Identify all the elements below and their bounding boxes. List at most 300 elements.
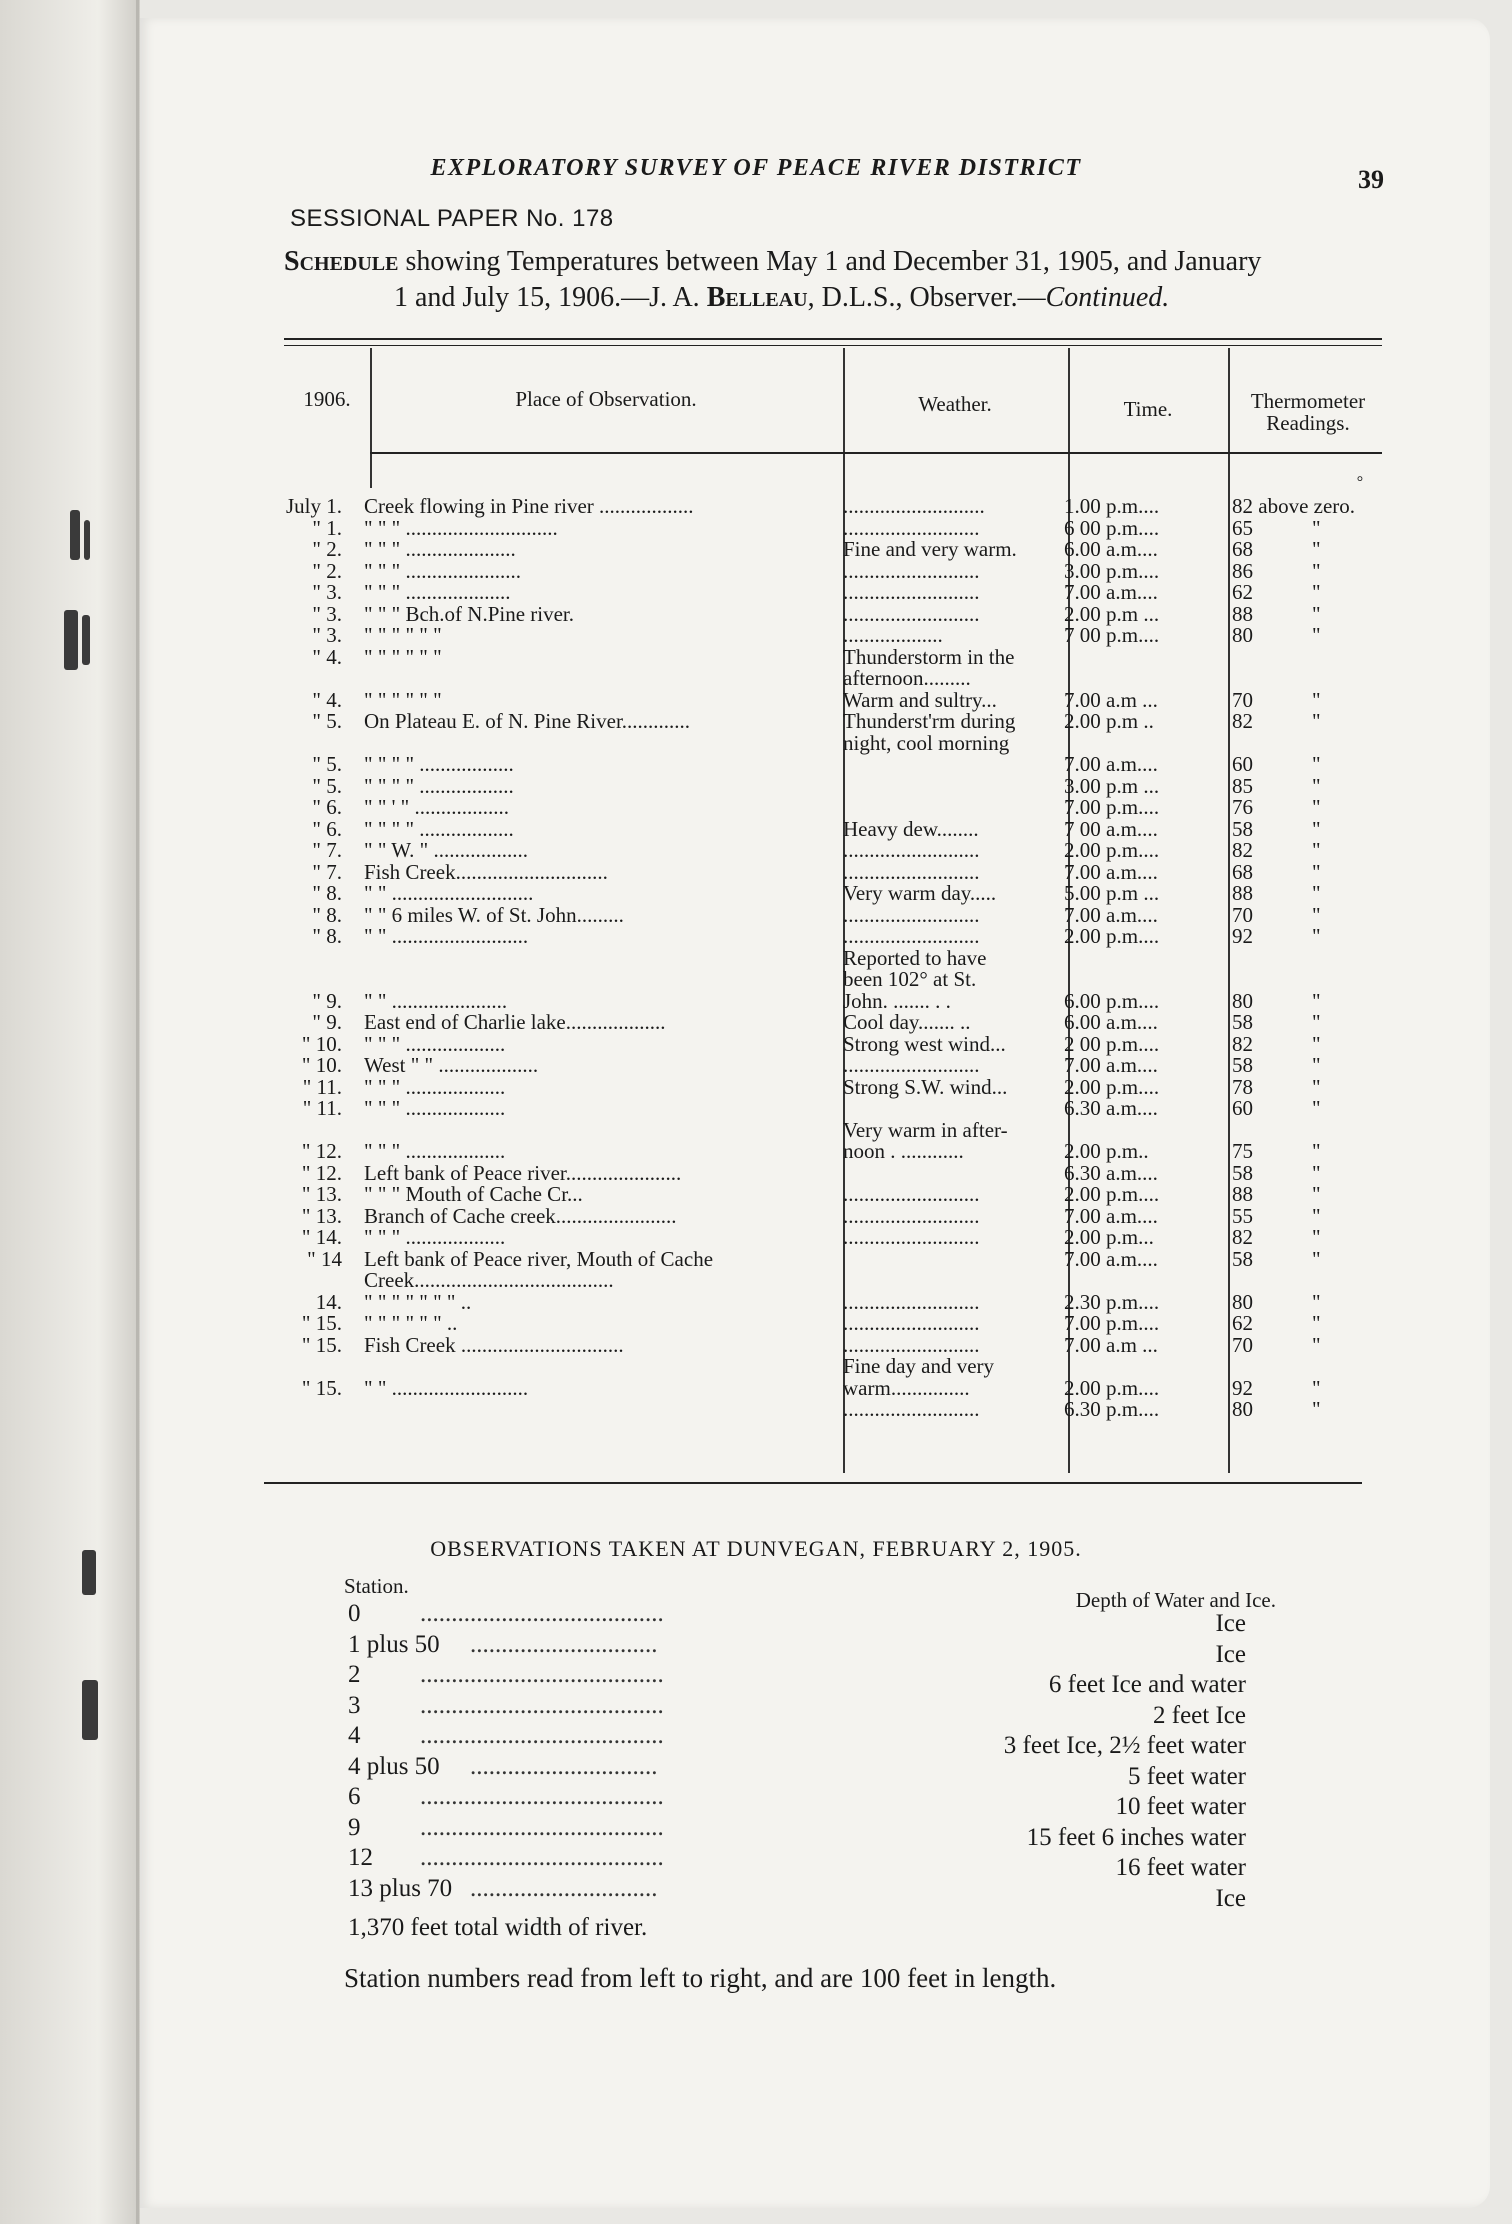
row-place: Creek flowing in Pine river ..................	[364, 494, 694, 518]
row-weather: ..........................	[843, 558, 980, 583]
row-time: 2.00 p.m....	[1064, 924, 1160, 948]
table-row	[0, 538, 1512, 560]
table-row	[0, 1269, 1512, 1291]
row-date: " 5.	[312, 773, 342, 798]
row-time: 7 00 p.m....	[1064, 623, 1160, 647]
row-reading: 65	[1232, 515, 1253, 540]
row-place: " " " ...................	[364, 1074, 506, 1099]
row-reading: 82	[1232, 709, 1253, 733]
table-row	[0, 775, 1512, 797]
row-place: " " " ...................	[364, 1225, 506, 1249]
row-date: " 8.	[312, 902, 342, 927]
row-reading: 82	[1232, 838, 1253, 862]
station-value: 2	[348, 1661, 361, 1688]
row-place: " " ......................	[364, 988, 508, 1013]
row-weather: Fine day and very	[843, 1354, 995, 1378]
observation-row	[0, 1722, 1512, 1759]
row-reading: 88	[1232, 1182, 1253, 1206]
row-ditto: "	[1312, 752, 1321, 776]
header-therm-2: Readings.	[1266, 411, 1350, 435]
row-place: " " " ......................	[364, 558, 521, 583]
row-time: 7.00 a.m....	[1064, 1246, 1158, 1271]
row-time: 2.00 p.m....	[1064, 1182, 1160, 1206]
row-ditto: "	[1312, 687, 1321, 712]
row-place: West " " ...................	[364, 1053, 539, 1077]
row-ditto: "	[1312, 838, 1321, 862]
row-time: 7.00 a.m ...	[1064, 1332, 1158, 1357]
station-value: 9	[348, 1813, 361, 1841]
row-time: 6.30 a.m....	[1064, 1096, 1158, 1120]
table-row	[0, 925, 1512, 947]
row-time: 6.30 a.m....	[1064, 1160, 1158, 1185]
row-ditto: "	[1312, 1074, 1321, 1099]
table-row	[0, 882, 1512, 904]
depth-value: Ice	[1215, 1610, 1246, 1637]
row-ditto: "	[1312, 1289, 1321, 1314]
table-row	[0, 1377, 1512, 1399]
row-reading: 58	[1232, 1246, 1253, 1271]
row-ditto: "	[1312, 623, 1321, 647]
observation-row	[0, 1752, 1512, 1790]
row-reading: 58	[1232, 1160, 1253, 1185]
row-time: 7.00 p.m....	[1064, 795, 1160, 819]
table-row	[0, 624, 1512, 646]
station-value: 0	[348, 1600, 361, 1627]
table-row	[0, 1140, 1512, 1162]
row-weather: Very warm day.....	[843, 881, 997, 905]
observation-row	[0, 1661, 1512, 1698]
depth-value: Ice	[1215, 1640, 1246, 1668]
observation-row	[0, 1874, 1512, 1912]
row-time: 1.00 p.m....	[1064, 494, 1160, 518]
row-reading: 92	[1232, 924, 1253, 948]
row-reading: 60	[1232, 1096, 1253, 1120]
table-row	[0, 646, 1512, 668]
row-ditto: "	[1312, 1246, 1321, 1271]
row-weather: been 102° at St.	[843, 967, 977, 991]
row-ditto: "	[1312, 1053, 1321, 1077]
row-ditto: "	[1312, 515, 1321, 540]
row-ditto: "	[1312, 1139, 1321, 1163]
row-reading: 85	[1232, 773, 1253, 798]
row-reading: 78	[1232, 1074, 1253, 1099]
row-ditto: "	[1312, 709, 1321, 733]
schedule-lead: Schedule	[284, 246, 399, 277]
row-weather: Fine and very warm.	[843, 537, 1017, 561]
row-place: Creek......................................	[364, 1268, 614, 1292]
row-place: " " " Bch.of N.Pine river.	[364, 601, 575, 626]
observation-row	[0, 1783, 1512, 1820]
row-place: " " " " " "	[364, 644, 442, 669]
row-date: " 11.	[302, 1096, 342, 1120]
row-ditto: "	[1312, 881, 1321, 905]
row-time: 6.00 a.m....	[1064, 537, 1158, 561]
row-date: " 12.	[301, 1160, 342, 1185]
row-reading: 58	[1232, 1010, 1253, 1034]
row-weather: Heavy dew........	[843, 816, 979, 841]
station-header: Station.	[344, 1574, 409, 1598]
row-place: " " " " " "	[364, 687, 442, 712]
table-row	[0, 1076, 1512, 1098]
observer-name: Belleau	[706, 282, 808, 313]
row-ditto: "	[1312, 795, 1321, 819]
row-reading: 68	[1232, 859, 1253, 884]
row-date: " 4.	[312, 687, 342, 712]
table-row	[0, 1097, 1512, 1119]
row-date: " 1.	[312, 515, 342, 540]
header-place: Place of Observation.	[515, 387, 697, 411]
table-row	[0, 904, 1512, 926]
row-reading: 70	[1232, 902, 1253, 927]
header-underline	[370, 452, 1382, 454]
schedule-line1: showing Temperatures between May 1 and December 31, 1905, and January	[398, 246, 1262, 277]
row-date: " 5.	[312, 709, 342, 733]
row-reading: 88	[1232, 881, 1253, 905]
row-place: " " ..........................	[364, 924, 529, 948]
row-weather: Thunderst'rm during	[843, 709, 1016, 733]
table-row	[0, 1011, 1512, 1033]
row-ditto: "	[1312, 1375, 1321, 1400]
row-date: " 9.	[312, 1010, 342, 1034]
row-weather: Cool day....... ..	[843, 1010, 971, 1034]
row-date: " 14.	[301, 1225, 342, 1249]
row-ditto: "	[1312, 1203, 1321, 1228]
total-width	[0, 1914, 1512, 1942]
row-ditto: "	[1312, 988, 1321, 1013]
row-place: " " ' " ..................	[364, 795, 510, 819]
row-weather: ...................	[843, 623, 943, 647]
row-place: " " 6 miles W. of St. John.........	[364, 902, 624, 927]
row-date: 14.	[315, 1289, 342, 1314]
row-date: " 3.	[312, 580, 342, 604]
row-ditto: "	[1312, 859, 1321, 884]
row-reading: 70	[1232, 687, 1253, 712]
row-date: " 15.	[301, 1332, 342, 1357]
row-ditto: "	[1312, 1182, 1321, 1206]
row-weather: ..........................	[843, 1397, 980, 1421]
row-weather: ..........................	[843, 1203, 980, 1228]
row-weather: ..........................	[843, 1332, 980, 1357]
row-weather: ..........................	[843, 924, 980, 948]
row-weather: Very warm in after-	[843, 1117, 1008, 1142]
station-value: 4 plus 50	[348, 1752, 440, 1780]
total-width-text: 1,370 feet total width of river.	[348, 1914, 648, 1941]
row-date: " 7.	[312, 859, 342, 884]
row-weather: ..........................	[843, 580, 980, 604]
table-row	[0, 990, 1512, 1012]
row-weather: ..........................	[843, 515, 980, 540]
row-weather: ...........................	[843, 494, 985, 518]
depth-value: 10 feet water	[1115, 1793, 1246, 1820]
row-time: 3.00 p.m ...	[1064, 773, 1160, 798]
row-time: 2.00 p.m...	[1064, 1225, 1154, 1249]
row-reading: 88	[1232, 601, 1253, 626]
observation-row	[0, 1813, 1512, 1851]
leader-dots: .......................................	[420, 1813, 664, 1841]
continued-label: Continued.	[1045, 282, 1170, 313]
row-time: 7 00 a.m....	[1064, 816, 1158, 841]
row-weather: ..........................	[843, 601, 980, 626]
leader-dots: ..............................	[470, 1874, 658, 1902]
table-row	[0, 796, 1512, 818]
row-ditto: "	[1312, 924, 1321, 948]
schedule-line2b: , D.L.S., Observer.—	[807, 282, 1046, 313]
row-place: " " " " ..................	[364, 752, 514, 776]
row-weather: ..........................	[843, 1289, 980, 1314]
row-reading: 68	[1232, 537, 1253, 561]
row-time: 6.00 a.m....	[1064, 1010, 1158, 1034]
row-date: " 4.	[312, 644, 342, 669]
table-row	[0, 818, 1512, 840]
table-row	[0, 1398, 1512, 1420]
row-time: 6.00 p.m....	[1064, 988, 1160, 1013]
row-reading: 82	[1232, 1225, 1253, 1249]
row-weather: ..........................	[843, 902, 980, 927]
row-place: " " ..........................	[364, 1375, 529, 1400]
table-row	[0, 517, 1512, 539]
row-time: 6.30 p.m....	[1064, 1397, 1160, 1421]
row-reading: 82 above zero.	[1232, 494, 1356, 518]
leader-dots: .......................................	[420, 1844, 664, 1871]
observation-row	[0, 1844, 1512, 1881]
row-time: 2 00 p.m....	[1064, 1031, 1160, 1056]
row-reading: 80	[1232, 1397, 1253, 1421]
row-date: " 3.	[312, 601, 342, 626]
row-place: Left bank of Peace river, Mouth of Cache	[364, 1246, 714, 1271]
footnote: Station numbers read from left to right, and are 100 feet in length.	[344, 1963, 1057, 1993]
depth-value: 15 feet 6 inches water	[1026, 1823, 1246, 1851]
row-reading: 75	[1232, 1139, 1253, 1163]
row-ditto: "	[1312, 558, 1321, 583]
row-reading: 76	[1232, 795, 1253, 819]
header-weather: Weather.	[918, 392, 992, 416]
row-weather: Warm and sultry...	[843, 687, 997, 712]
row-time: 2.30 p.m....	[1064, 1289, 1160, 1314]
station-value: 3	[348, 1691, 361, 1719]
row-date: " 11.	[302, 1074, 342, 1099]
row-reading: 80	[1232, 988, 1253, 1013]
row-date: " 9.	[312, 988, 342, 1013]
table-row	[0, 1226, 1512, 1248]
row-date: " 5.	[312, 752, 342, 776]
table-row	[0, 753, 1512, 775]
row-reading: 70	[1232, 1332, 1253, 1357]
row-reading: 58	[1232, 816, 1253, 841]
depth-value: 16 feet water	[1115, 1854, 1246, 1881]
degree-mark: °	[1356, 474, 1364, 491]
table-row	[0, 1334, 1512, 1356]
table-top-rule-2	[284, 345, 1382, 346]
row-time: 6 00 p.m....	[1064, 515, 1160, 540]
depth-value: 2 feet Ice	[1153, 1701, 1246, 1729]
row-reading: 60	[1232, 752, 1253, 776]
row-time: 7.00 a.m....	[1064, 859, 1158, 884]
row-time: 7.00 a.m....	[1064, 752, 1158, 776]
row-ditto: "	[1312, 1225, 1321, 1249]
row-place: " " " " " "	[364, 623, 442, 647]
row-date: " 7.	[312, 838, 342, 862]
row-reading: 86	[1232, 558, 1253, 583]
table-row	[0, 839, 1512, 861]
row-weather: John. ....... . .	[843, 988, 951, 1013]
row-time: 2.00 p.m..	[1064, 1139, 1149, 1163]
row-ditto: "	[1312, 1160, 1321, 1185]
row-date: " 14	[307, 1246, 342, 1271]
row-reading: 92	[1232, 1375, 1253, 1400]
row-weather: noon . ............	[843, 1139, 964, 1163]
row-date: " 6.	[312, 795, 342, 819]
row-place: " " W. " ..................	[364, 838, 528, 862]
row-time: 2.00 p.m ..	[1064, 709, 1154, 733]
table-row	[0, 1033, 1512, 1055]
row-date: " 8.	[312, 924, 342, 948]
page-number: 39	[1358, 165, 1384, 194]
row-ditto: "	[1312, 537, 1321, 561]
row-ditto: "	[1312, 1311, 1321, 1335]
row-date: " 12.	[301, 1139, 342, 1163]
row-ditto: "	[1312, 1397, 1321, 1421]
row-date: " 3.	[312, 623, 342, 647]
row-place: " " " ....................	[364, 580, 511, 604]
row-place: " " " .............................	[364, 515, 558, 540]
row-weather: Reported to have	[843, 945, 987, 970]
row-date: " 15.	[301, 1311, 342, 1335]
table-bottom-rule	[264, 1482, 1362, 1484]
row-time: 2.00 p.m....	[1064, 838, 1160, 862]
table-row	[0, 1355, 1512, 1377]
row-date: " 2.	[312, 558, 342, 583]
row-place: " " " " ..................	[364, 816, 514, 841]
row-place: " " " " " " ..	[364, 1311, 458, 1335]
row-ditto: "	[1312, 1010, 1321, 1034]
row-time: 7.00 a.m....	[1064, 1053, 1158, 1077]
row-time: 2.00 p.m ...	[1064, 601, 1160, 626]
row-place: " " " ...................	[364, 1096, 506, 1120]
depth-value: Ice	[1215, 1884, 1246, 1912]
table-row	[0, 689, 1512, 711]
row-time: 5.00 p.m ...	[1064, 881, 1160, 905]
row-place: " " " .....................	[364, 537, 516, 561]
row-time: 7.00 a.m....	[1064, 580, 1158, 604]
row-ditto: "	[1312, 902, 1321, 927]
row-date: " 2.	[312, 537, 342, 561]
row-ditto: "	[1312, 580, 1321, 604]
table-row	[0, 667, 1512, 689]
row-reading: 58	[1232, 1053, 1253, 1077]
depth-value: 3 feet Ice, 2½ feet water	[1003, 1732, 1246, 1759]
row-place: On Plateau E. of N. Pine River.............	[364, 709, 691, 733]
row-reading: 82	[1232, 1031, 1253, 1056]
depth-header: Depth of Water and Ice.	[1075, 1588, 1276, 1612]
table-row	[0, 1312, 1512, 1334]
table-row	[0, 710, 1512, 732]
row-weather: afternoon.........	[843, 666, 971, 690]
table-row	[0, 968, 1512, 990]
table-row	[0, 732, 1512, 754]
table-row	[0, 1183, 1512, 1205]
row-place: " " " ...................	[364, 1139, 506, 1163]
row-date: " 13.	[301, 1182, 342, 1206]
row-place: " " " " ..................	[364, 773, 514, 798]
table-row	[0, 1054, 1512, 1076]
table-row	[0, 1162, 1512, 1184]
row-weather: night, cool morning	[843, 730, 1010, 755]
row-date: " 8.	[312, 881, 342, 905]
header-therm-1: Thermometer	[1250, 389, 1366, 413]
schedule-line2a: 1 and July 15, 1906.—J. A.	[394, 282, 707, 313]
leader-dots: .......................................	[420, 1600, 664, 1627]
row-date: July 1.	[285, 494, 342, 518]
row-weather: ..........................	[843, 1182, 980, 1206]
sessional-paper: SESSIONAL PAPER No. 178	[290, 205, 614, 232]
row-reading: 80	[1232, 1289, 1253, 1314]
table-row	[0, 560, 1512, 582]
observation-row	[0, 1630, 1512, 1668]
row-place: Fish Creek ...............................	[364, 1332, 624, 1357]
row-ditto: "	[1312, 816, 1321, 841]
row-ditto: "	[1312, 773, 1321, 798]
row-place: East end of Charlie lake...................	[364, 1010, 666, 1034]
row-date: " 10.	[301, 1031, 342, 1056]
leader-dots: ..............................	[470, 1752, 658, 1780]
header-year: 1906.	[303, 387, 351, 411]
running-title: EXPLORATORY SURVEY OF PEACE RIVER DISTRICT	[430, 155, 1082, 181]
row-place: " " " Mouth of Cache Cr...	[364, 1182, 583, 1206]
observation-row	[0, 1691, 1512, 1729]
row-weather: Strong west wind...	[843, 1031, 1006, 1056]
leader-dots: ..............................	[470, 1630, 658, 1658]
row-weather: Strong S.W. wind...	[843, 1074, 1008, 1099]
table-row	[0, 1119, 1512, 1141]
station-value: 13 plus 70	[348, 1874, 453, 1902]
row-reading: 62	[1232, 1311, 1253, 1335]
row-reading: 62	[1232, 580, 1253, 604]
row-place: Fish Creek.............................	[364, 859, 608, 884]
row-ditto: "	[1312, 1096, 1321, 1120]
table-row	[0, 1248, 1512, 1270]
row-weather: ..........................	[843, 1053, 980, 1077]
leader-dots: .......................................	[420, 1783, 664, 1810]
leader-dots: .......................................	[420, 1691, 664, 1719]
station-value: 1 plus 50	[348, 1630, 440, 1658]
schedule-title	[284, 244, 1384, 316]
table-top-rule	[284, 338, 1382, 340]
row-place: " " " " " " " ..	[364, 1289, 472, 1314]
station-value: 12	[348, 1844, 373, 1871]
observation-row	[0, 1600, 1512, 1637]
table-row	[0, 947, 1512, 969]
row-ditto: "	[1312, 601, 1321, 626]
row-place: " " ...........................	[364, 881, 534, 905]
row-time: 7.00 a.m....	[1064, 902, 1158, 927]
depth-value: 5 feet water	[1128, 1762, 1246, 1790]
table-row	[0, 495, 1512, 517]
row-ditto: "	[1312, 1031, 1321, 1056]
observations-title: OBSERVATIONS TAKEN AT DUNVEGAN, FEBRUARY 2, 1905.	[430, 1536, 1082, 1561]
table-row	[0, 581, 1512, 603]
row-time: 2.00 p.m....	[1064, 1375, 1160, 1400]
row-weather: ..........................	[843, 1225, 980, 1249]
row-ditto: "	[1312, 1332, 1321, 1357]
table-row	[0, 603, 1512, 625]
row-weather: Thunderstorm in the	[843, 644, 1015, 669]
row-date: " 13.	[301, 1203, 342, 1228]
table-row	[0, 1205, 1512, 1227]
row-reading: 80	[1232, 623, 1253, 647]
header-time: Time.	[1123, 397, 1173, 421]
leader-dots: .......................................	[420, 1661, 664, 1688]
row-place: Branch of Cache creek.......................	[364, 1203, 677, 1228]
